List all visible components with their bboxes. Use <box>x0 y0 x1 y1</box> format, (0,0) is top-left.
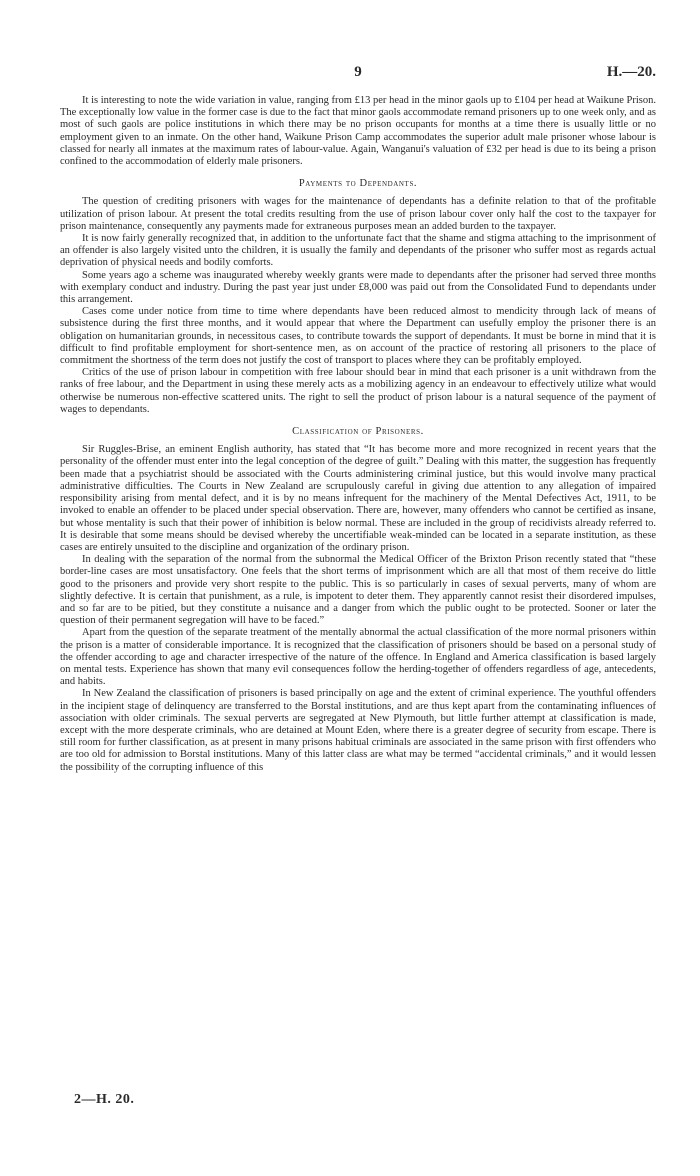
section-heading-classification: Classification of Prisoners. <box>292 426 424 438</box>
paragraph: Some years ago a scheme was inaugurated whereby weekly grants were made to dependants after the prisoner had served three months with exemplary conduct and industry. During the past year just under £8,000 was paid out from the Consolidated Fund to dependants under this arrangement. <box>60 269 656 306</box>
paragraph: Cases come under notice from time to time where dependants have been reduced almost to mendicity through lack of means of subsistence during the first three months, and it would appear that where the Department can usefully employ the prisoner there is an obligation on humanitarian grounds, in necessitous cases, to contribute towards the support of dependants. It must be borne in mind that it is difficult to find profitable employment for short-sentence men, as on account of the practice of restoring all prisoners to the place of commitment the shortness of the term does not justify the cost of transport to places where they can be profitably employed. <box>60 306 656 367</box>
paragraph: It is now fairly generally recognized that, in addition to the unfortunate fact that the shame and stigma attaching to the imprisonment of an offender is also largely visited unto the children, it is usually the family and dependants of the prisoner who suffer most as regards actual deprivation of physical needs and bodily comforts. <box>60 233 656 269</box>
paragraph: In dealing with the separation of the normal from the subnormal the Medical Officer of the Brixton Prison recently stated that “these border-line cases are most unsatisfactory. One feels that the short terms of imprisonment which are all that most of them receive do little good to the prisoners and provide very short respite to the public. This is so particularly in cases of sexual perverts, many of whom are slightly defective. It is certain that punishment, as a rule, is impotent to deter them. They apparently cannot resist their disordered impulses, and so far are to be pitied, but they constitute a nuisance and a danger from which the public ought to be protected. Sooner or later the question of their permanent segregation will have to be faced.” <box>60 554 656 627</box>
paragraph: Sir Ruggles-Brise, an eminent English authority, has stated that “It has become more and more recognized in recent years that the personality of the offender must enter into the legal conception of the degree of guilt.” Dealing with this matter, the suggestion has frequently been made that a psychiatrist should be associated with the Courts administering criminal justice, but this would involve many practical administrative difficulties. The Courts in New Zealand are scrupulously careful in giving due attention to any allegation of impaired responsibility arising from mental defect, and it is by no means infrequent for the machinery of the Mental Defectives Act, 1911, to be invoked to enable an offender to be placed under special observation. There are, however, many offenders who cannot be certified as insane, but whose mentality is such that their power of inhibition is below normal. These are included in the group of recidivists already referred to. It is desirable that some means should be devised whereby the uncertifiable weak-minded can be located in a separate institution, as these cases are entirely unsuited to the discipline and organization of the ordinary prison. <box>60 444 656 553</box>
paragraph: Critics of the use of prison labour in competition with free labour should bear in mind that each prisoner is a unit withdrawn from the ranks of free labour, and the Department in using these merely acts as a mobilizing agency in an endeavour to effectively utilize what would otherwise be numerous non-effective scattered units. The right to sell the product of prison labour is a natural sequence of the payment of wages to dependants. <box>60 367 656 415</box>
paragraph: Apart from the question of the separate treatment of the mentally abnormal the actual classification of the more normal prisoners within the prison is a matter of considerable importance. It is recognized that the classification of prisoners should be based on a personal study of the offender according to age and character irrespective of the nature of the offence. In England and America classification is based largely on mental tests. Experience has shown that many evil consequences follow the herding-together of offenders regardless of age, antecedents, and habits. <box>60 627 656 688</box>
page-header <box>60 64 656 84</box>
section-heading-payments: Payments to Dependants. <box>298 178 418 190</box>
intro-paragraph: It is interesting to note the wide variation in value, ranging from £13 per head in the minor gaols up to £104 per head at Waikune Prison. The exceptionally low value in the former case is due to the fact that minor gaols accommodate remand prisoners up to one week only, and as most of such gaols are police institutions in which there may be no prison occupants for months at a time there is usually little or no employment given to an inmate. On the other hand, Waikune Prison Camp accommodates the superior adult male prisoner whose labour is classed for nearly all inmates at the maximum rates of labour-value. Again, Wanganui's valuation of £32 per head is due to its being a prison confined to the accommodation of elderly male prisoners. <box>60 95 656 168</box>
document-body <box>60 95 656 774</box>
page-signature: 2—H. 20. <box>74 1092 135 1107</box>
page-number: 9 <box>354 64 362 80</box>
paragraph: In New Zealand the classification of prisoners is based principally on age and the extent of criminal experience. The youthful offenders in the incipient stage of delinquency are transferred to the Borstal institutions, and are thus kept apart from the contaminating influences of association with older criminals. The sexual perverts are segregated at New Plymouth, but little further attempt at classification is made, except with the more desperate criminals, who are detained at Mount Eden, where there is a greater degree of security from escape. There is still room for further classification, as at present in many prisons habitual criminals are associated in the same prison with first offenders who are too old for admission to Borstal institutions. Many of this latter class are what may be termed “accidental criminals,” and it would lessen the possibility of the corrupting influence of this <box>60 688 656 773</box>
paragraph: The question of crediting prisoners with wages for the maintenance of dependants has a definite relation to that of the profitable utilization of prison labour. At present the total credits resulting from the use of prison labour cover only half the cost to the taxpayer for prison maintenance, consequently any payments made for extraneous purposes mean an added burden to the taxpayer. <box>60 196 656 232</box>
document-reference: H.—20. <box>606 64 656 80</box>
